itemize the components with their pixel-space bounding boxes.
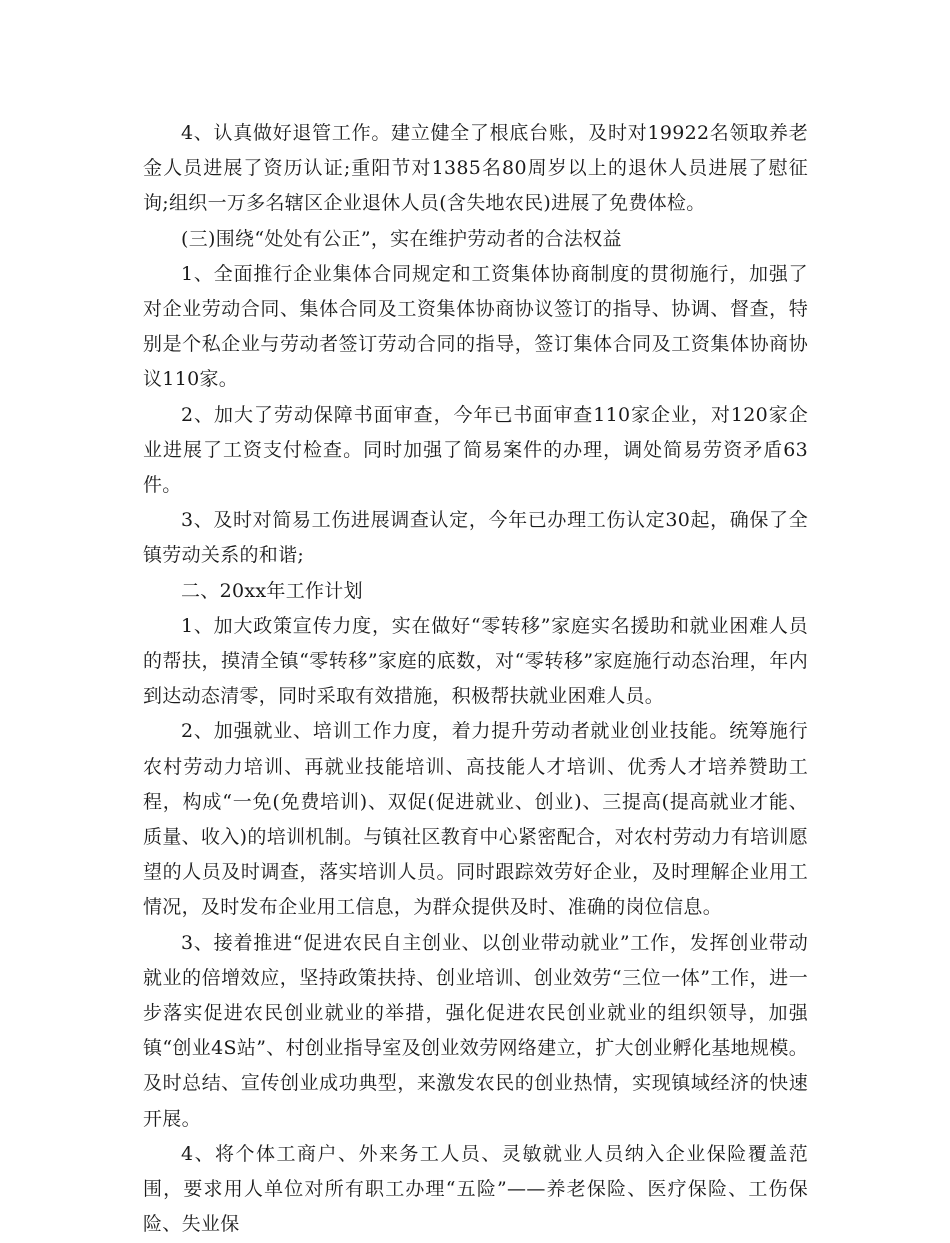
paragraph-work-injury: 3、及时对简易工伤进展调查认定，今年已办理工伤认定30起，确保了全镇劳动关系的和谐; bbox=[143, 509, 808, 567]
paragraph-retiree-management: 4、认真做好退管工作。建立健全了根底台账，及时对19922名领取养老金人员进展了资历认证;重阳节对1385名80周岁以上的退休人员进展了慰征询;组织一万多名辖区企业退休人员(含失地农民)进展了免费体检。 bbox=[143, 122, 808, 215]
section-heading-fairness: (三)围绕“处处有公正”，实在维护劳动者的合法权益 bbox=[181, 227, 622, 250]
paragraph-entrepreneurship: 3、接着推进“促进农民自主创业、以创业带动就业”工作，发挥创业带动就业的倍增效应，坚持政策扶持、创业培训、创业效劳“三位一体”工作，进一步落实促进农民创业就业的举措，强化促进农民创业就业的组织领导，加强镇“创业4S站”、村创业指导室及创业效劳网络建立，扩大创业孵化基地规模。及时总结、宣传创业成功典型，来激发农民的创业热情，实现镇域经济的快速开展。 bbox=[143, 931, 808, 1130]
paragraph-collective-contract: 1、全面推行企业集体合同规定和工资集体协商制度的贯彻施行，加强了对企业劳动合同、集体合同及工资集体协商协议签订的指导、协调、督查，特别是个私企业与劳动者签订劳动合同的指导，签订集体合同及工资集体协商协议110家。 bbox=[143, 262, 808, 391]
section-heading-work-plan: 二、20xx年工作计划 bbox=[181, 579, 363, 602]
paragraph-policy-publicity: 1、加大政策宣传力度，实在做好“零转移”家庭实名援助和就业困难人员的帮扶，摸清全镇“零转移”家庭的底数，对“零转移”家庭施行动态治理，年内到达动态清零，同时采取有效措施，积极帮扶就业困难人员。 bbox=[143, 614, 808, 708]
paragraph-labor-inspection: 2、加大了劳动保障书面审查，今年已书面审查110家企业，对120家企业进展了工资支付检查。同时加强了简易案件的办理，调处简易劳资矛盾63件。 bbox=[143, 403, 808, 497]
paragraph-insurance: 4、将个体工商户、外来务工人员、灵敏就业人员纳入企业保险覆盖范围，要求用人单位对所有职工办理“五险”——养老保险、医疗保险、工伤保险、失业保 bbox=[143, 1142, 808, 1236]
document-page bbox=[143, 116, 808, 1243]
paragraph-training: 2、加强就业、培训工作力度，着力提升劳动者就业创业技能。统筹施行农村劳动力培训、再就业技能培训、高技能人才培训、优秀人才培养赞助工程，构成“一免(免费培训)、双促(促进就业、创业)、三提高(提高就业才能、质量、收入)的培训机制。与镇社区教育中心紧密配合，对农村劳动力有培训愿望的人员及时调查，落实培训人员。同时跟踪效劳好企业，及时理解企业用工情况，及时发布企业用工信息，为群众提供及时、准确的岗位信息。 bbox=[143, 720, 808, 919]
